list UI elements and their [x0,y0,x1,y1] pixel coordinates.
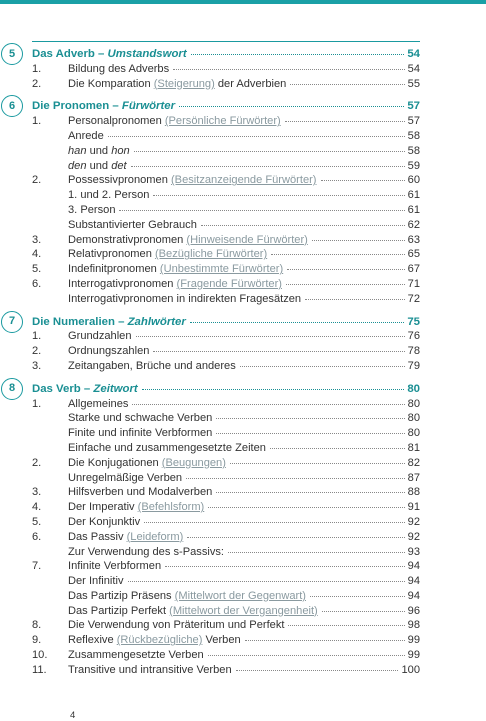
entry-title-text: Possessivpronomen [68,174,171,187]
entry-page-number: 79 [407,359,420,372]
toc-entry-row[interactable] [32,397,420,412]
entry-german-gloss: (Leideform) [126,530,184,543]
page-number: 4 [70,710,76,721]
entry-german-gloss: (Fragende Fürwörter) [176,277,282,290]
chapter-heading-row[interactable] [8,382,420,397]
toc-entry-row[interactable] [32,663,420,678]
entry-title-text: Die Verwendung von Präteritum und Perfekt [68,619,285,632]
entry-title [68,173,317,188]
dot-leader [173,69,405,70]
entry-number: 6. [32,277,42,290]
entry-page-number: 92 [407,515,420,528]
entry-title-tail: Verben [202,634,241,647]
entry-title [68,545,224,560]
dot-leader [131,166,405,167]
entry-title-text: Der Konjunktiv [68,515,141,528]
entry-title [68,441,266,456]
entry-page-number: 94 [407,560,420,573]
entry-title-text: Zusammengesetzte Verben [68,649,204,662]
entry-title [68,456,226,471]
dot-leader [153,351,404,352]
entry-page-number: 65 [407,248,420,261]
dot-leader [287,269,404,270]
entry-number: 4. [32,501,42,514]
entry-page-number: 76 [407,330,420,343]
entry-title [68,292,301,307]
entry-title-text: Transitive und intransitive Verben [68,663,232,676]
entry-number: 5. [32,263,42,276]
dot-leader [216,418,404,419]
chapter-title-translation: Zahlwörter [127,315,186,328]
dot-leader [134,151,405,152]
entry-page-number: 67 [407,263,420,276]
entry-german-gloss: (Persönliche Fürwörter) [164,115,281,128]
entry-page-number: 54 [407,62,420,75]
chapter-heading-row[interactable] [8,315,420,330]
toc-entry-row[interactable] [32,648,420,663]
toc-entry-row[interactable] [32,545,420,560]
entry-title-text: Finite und infinite Verbformen [68,427,213,440]
dot-leader [285,121,405,122]
toc-entry-row[interactable] [32,247,420,262]
entry-title [68,397,128,412]
dot-leader [312,240,405,241]
toc-entry-row[interactable] [32,485,420,500]
toc-entry-row[interactable] [32,173,420,188]
dot-leader [230,463,405,464]
entry-page-number: 81 [407,441,420,454]
entry-page-number: 91 [407,501,420,514]
chapter-title [32,382,138,397]
chapter-page-number: 75 [407,315,420,328]
entry-title-text: Interrogativpronomen [68,277,177,290]
dot-leader [142,389,405,390]
entry-page-number: 60 [407,174,420,187]
entry-number: 8. [32,619,42,632]
toc-entry-row[interactable] [32,456,420,471]
entry-title-text: Relativpronomen [68,248,155,261]
dot-leader [186,478,405,479]
dot-leader [270,448,405,449]
entry-number: 1. [32,397,42,410]
entry-title [68,159,127,174]
chapter-title-main: Die Pronomen – [32,100,122,113]
entry-title-text: Das Partizip Perfekt [68,604,170,617]
entry-title [68,129,104,144]
dot-leader [322,611,405,612]
dot-leader [191,54,405,55]
entry-number: 2. [32,77,42,90]
chapter-title-main: Das Verb – [32,382,94,395]
entry-number: 3. [32,359,42,372]
dot-leader [179,106,404,107]
entry-page-number: 100 [401,663,420,676]
chapter-page-number: 54 [407,48,420,60]
entry-title [68,188,149,203]
toc-entry-row[interactable] [32,530,420,545]
entry-title-italic: den [68,159,87,172]
dot-leader [290,84,404,85]
entry-title [68,515,140,530]
entry-title [68,233,308,248]
dot-leader [108,136,405,137]
toc-entry-row[interactable] [32,633,420,648]
entry-page-number: 94 [407,575,420,588]
chapter-title [32,47,187,62]
entry-german-gloss: (Steigerung) [153,77,215,90]
entry-title [68,359,236,374]
toc-entry-row[interactable] [32,262,420,277]
chapter-number-badge: 6 [1,95,23,117]
toc-entry-row[interactable] [32,471,420,486]
entry-title-text: Einfache und zusammengesetzte Zeiten [68,441,266,454]
entry-title-text: Allgemeines [68,397,129,410]
top-accent-rule [0,0,486,4]
entry-german-gloss: (Beugungen) [161,456,226,469]
entry-page-number: 61 [407,203,420,216]
entry-title-text: Anrede [68,129,104,142]
entry-title [68,329,132,344]
dot-leader [208,507,404,508]
toc-entry-row[interactable] [32,344,420,359]
entry-page-number: 87 [407,471,420,484]
entry-title-text: Starke und schwache Verben [68,412,213,425]
entry-title [68,247,267,262]
entry-number: 6. [32,530,42,543]
dot-leader [201,225,405,226]
toc-entry-row[interactable] [32,233,420,248]
entry-page-number: 80 [407,412,420,425]
entry-title-text: Hilfsverben und Modalverben [68,486,213,499]
entry-title-text: Personalpronomen [68,115,165,128]
entry-title-text: Demonstrativpronomen [68,233,187,246]
chapter-page-number: 80 [407,382,420,395]
toc-entry-row[interactable] [32,129,420,144]
toc-entry-row[interactable] [32,559,420,574]
toc-entry-row[interactable] [32,426,420,441]
entry-number: 4. [32,248,42,261]
entry-number: 9. [32,634,42,647]
entry-page-number: 57 [407,115,420,128]
toc-entry-row[interactable] [32,359,420,374]
entry-title-text: Das Partizip Präsens [68,589,175,602]
entry-title-text: und [86,144,112,157]
dot-leader [245,640,405,641]
entry-title-text: Grundzahlen [68,330,132,343]
entry-number: 3. [32,486,42,499]
entry-page-number: 88 [407,486,420,499]
toc-entry-row[interactable] [32,515,420,530]
entry-title-italic: han [68,144,87,157]
entry-title-text: Der Imperativ [68,501,138,514]
toc-entry-row[interactable] [32,618,420,633]
toc-entry-row[interactable] [32,441,420,456]
entry-title [68,277,282,292]
chapter-title-translation: Zeitwort [93,382,138,395]
chapter-heading-row[interactable] [8,47,420,62]
entry-title [68,62,169,77]
entry-title [68,426,212,441]
toc-entry-row[interactable] [32,329,420,344]
entry-title-text: Die Komparation [68,77,154,90]
chapter-number-badge: 5 [1,43,23,65]
entry-number: 1. [32,115,42,128]
toc-entry-row[interactable] [32,159,420,174]
entry-page-number: 96 [407,604,420,617]
toc-entry-row[interactable] [32,604,420,619]
entry-page-number: 99 [407,634,420,647]
entry-german-gloss: (Mittelwort der Vergangenheit) [169,604,318,617]
entry-number: 1. [32,62,42,75]
entry-title-text: Interrogativpronomen in indirekten Fragesätzen [68,292,302,305]
entry-page-number: 59 [407,159,420,172]
entry-title [68,144,130,159]
chapter-title-main: Das Adverb – [32,48,108,60]
entry-title-italic: det [111,159,127,172]
entry-page-number: 99 [407,649,420,662]
entry-title-text: Unregelmäßige Verben [68,471,183,484]
entry-number: 2. [32,345,42,358]
entry-page-number: 80 [407,397,420,410]
entry-german-gloss: (Besitzanzeigende Fürwörter) [170,174,317,187]
entry-page-number: 98 [407,619,420,632]
toc-entry-row[interactable] [32,62,420,77]
toc-entry-row[interactable] [32,574,420,589]
chapter-heading-row[interactable] [8,99,420,114]
entry-page-number: 62 [407,218,420,231]
dot-leader [236,670,399,671]
entry-german-gloss: (Unbestimmte Fürwörter) [159,263,284,276]
dot-leader [310,596,405,597]
entry-page-number: 58 [407,144,420,157]
entry-number: 2. [32,456,42,469]
dot-leader [216,433,404,434]
dot-leader [119,210,404,211]
entry-title-text: 3. Person [68,203,116,216]
dot-leader [305,299,405,300]
dot-leader [288,625,404,626]
entry-title-text: Der Infinitiv [68,575,124,588]
dot-leader [286,284,405,285]
entry-title-text: Ordnungszahlen [68,345,150,358]
entry-title [68,574,124,589]
entry-title-italic: hon [111,144,130,157]
entry-title-tail: der Adverbien [214,77,287,90]
dot-leader [190,322,405,323]
entry-title [68,262,283,277]
entry-number: 2. [32,174,42,187]
dot-leader [136,336,405,337]
entry-number: 1. [32,330,42,343]
entry-number: 10. [32,649,48,662]
entry-title [68,500,204,515]
toc-entry-row[interactable] [32,203,420,218]
entry-page-number: 93 [407,545,420,558]
entry-german-gloss: (Bezügliche Fürwörter) [154,248,268,261]
toc-entry-row[interactable] [32,500,420,515]
entry-number: 5. [32,515,42,528]
entry-title [68,114,281,129]
entry-number: 3. [32,233,42,246]
entry-title [68,411,212,426]
toc-entry-row[interactable] [32,77,420,92]
entry-title [68,648,204,663]
entry-number: 11. [32,663,47,676]
entry-title [68,344,149,359]
toc-entry-row[interactable] [32,188,420,203]
entry-page-number: 58 [407,129,420,142]
entry-page-number: 71 [407,277,420,290]
entry-page-number: 55 [407,77,420,90]
entry-page-number: 82 [407,456,420,469]
entry-title-text: Substantivierter Gebrauch [68,218,197,231]
toc-entry-row[interactable] [32,114,420,129]
entry-page-number: 61 [407,189,420,202]
entry-title-text: Infinite Verbformen [68,560,162,573]
chapter-title-translation: Fürwörter [121,100,176,113]
toc-entry-row[interactable] [32,411,420,426]
entry-german-gloss: (Rückbezügliche) [116,634,203,647]
entry-title-text: 1. und 2. Person [68,189,150,202]
entry-title [68,559,161,574]
entry-title-text: Bildung des Adverbs [68,62,170,75]
dot-leader [228,552,405,553]
entry-title [68,604,318,619]
toc-entry-row[interactable] [32,277,420,292]
toc-entry-row[interactable] [32,589,420,604]
entry-german-gloss: (Befehlsform) [137,501,205,514]
entry-title [68,485,212,500]
entry-title [68,218,197,233]
chapter-number-badge: 8 [1,378,23,400]
dot-leader [128,581,405,582]
entry-page-number: 78 [407,345,420,358]
toc-entry-row[interactable] [32,292,420,307]
entry-title [68,618,284,633]
dot-leader [165,566,405,567]
table-of-contents [8,47,420,686]
entry-title [68,633,241,648]
toc-entry-row[interactable] [32,144,420,159]
entry-title [68,203,115,218]
dot-leader [208,655,405,656]
dot-leader [153,195,404,196]
entry-title-text: Die Konjugationen [68,456,162,469]
entry-title-text: Indefinitpronomen [68,263,160,276]
entry-title-text: Zeitangaben, Brüche und anderes [68,359,236,372]
chapter-title [32,99,175,114]
chapter-page-number: 57 [407,100,420,113]
chapter-title-main: Die Numeralien – [32,315,128,328]
dot-leader [321,180,405,181]
entry-page-number: 80 [407,427,420,440]
entry-page-number: 92 [407,530,420,543]
entry-page-number: 63 [407,233,420,246]
dot-leader [271,254,404,255]
dot-leader [240,366,405,367]
dot-leader [187,537,404,538]
entry-title [68,530,183,545]
chapter-number-badge: 7 [1,311,23,333]
dot-leader [216,492,404,493]
entry-title-text: Reflexive [68,634,117,647]
entry-title-text: Das Passiv [68,530,127,543]
dot-leader [144,522,405,523]
toc-entry-row[interactable] [32,218,420,233]
dot-leader [132,404,404,405]
entry-title-text: und [86,159,112,172]
chapter-title [32,315,186,330]
entry-german-gloss: (Hinweisende Fürwörter) [186,233,308,246]
entry-title [68,663,232,678]
entry-page-number: 94 [407,589,420,602]
entry-number: 7. [32,560,42,573]
entry-title-text: Zur Verwendung des s-Passivs: [68,545,225,558]
entry-title [68,589,306,604]
entry-page-number: 72 [407,292,420,305]
entry-title [68,471,182,486]
entry-title [68,77,286,92]
entry-german-gloss: (Mittelwort der Gegenwart) [174,589,306,602]
chapter-title-translation: Umstandswort [107,48,187,60]
